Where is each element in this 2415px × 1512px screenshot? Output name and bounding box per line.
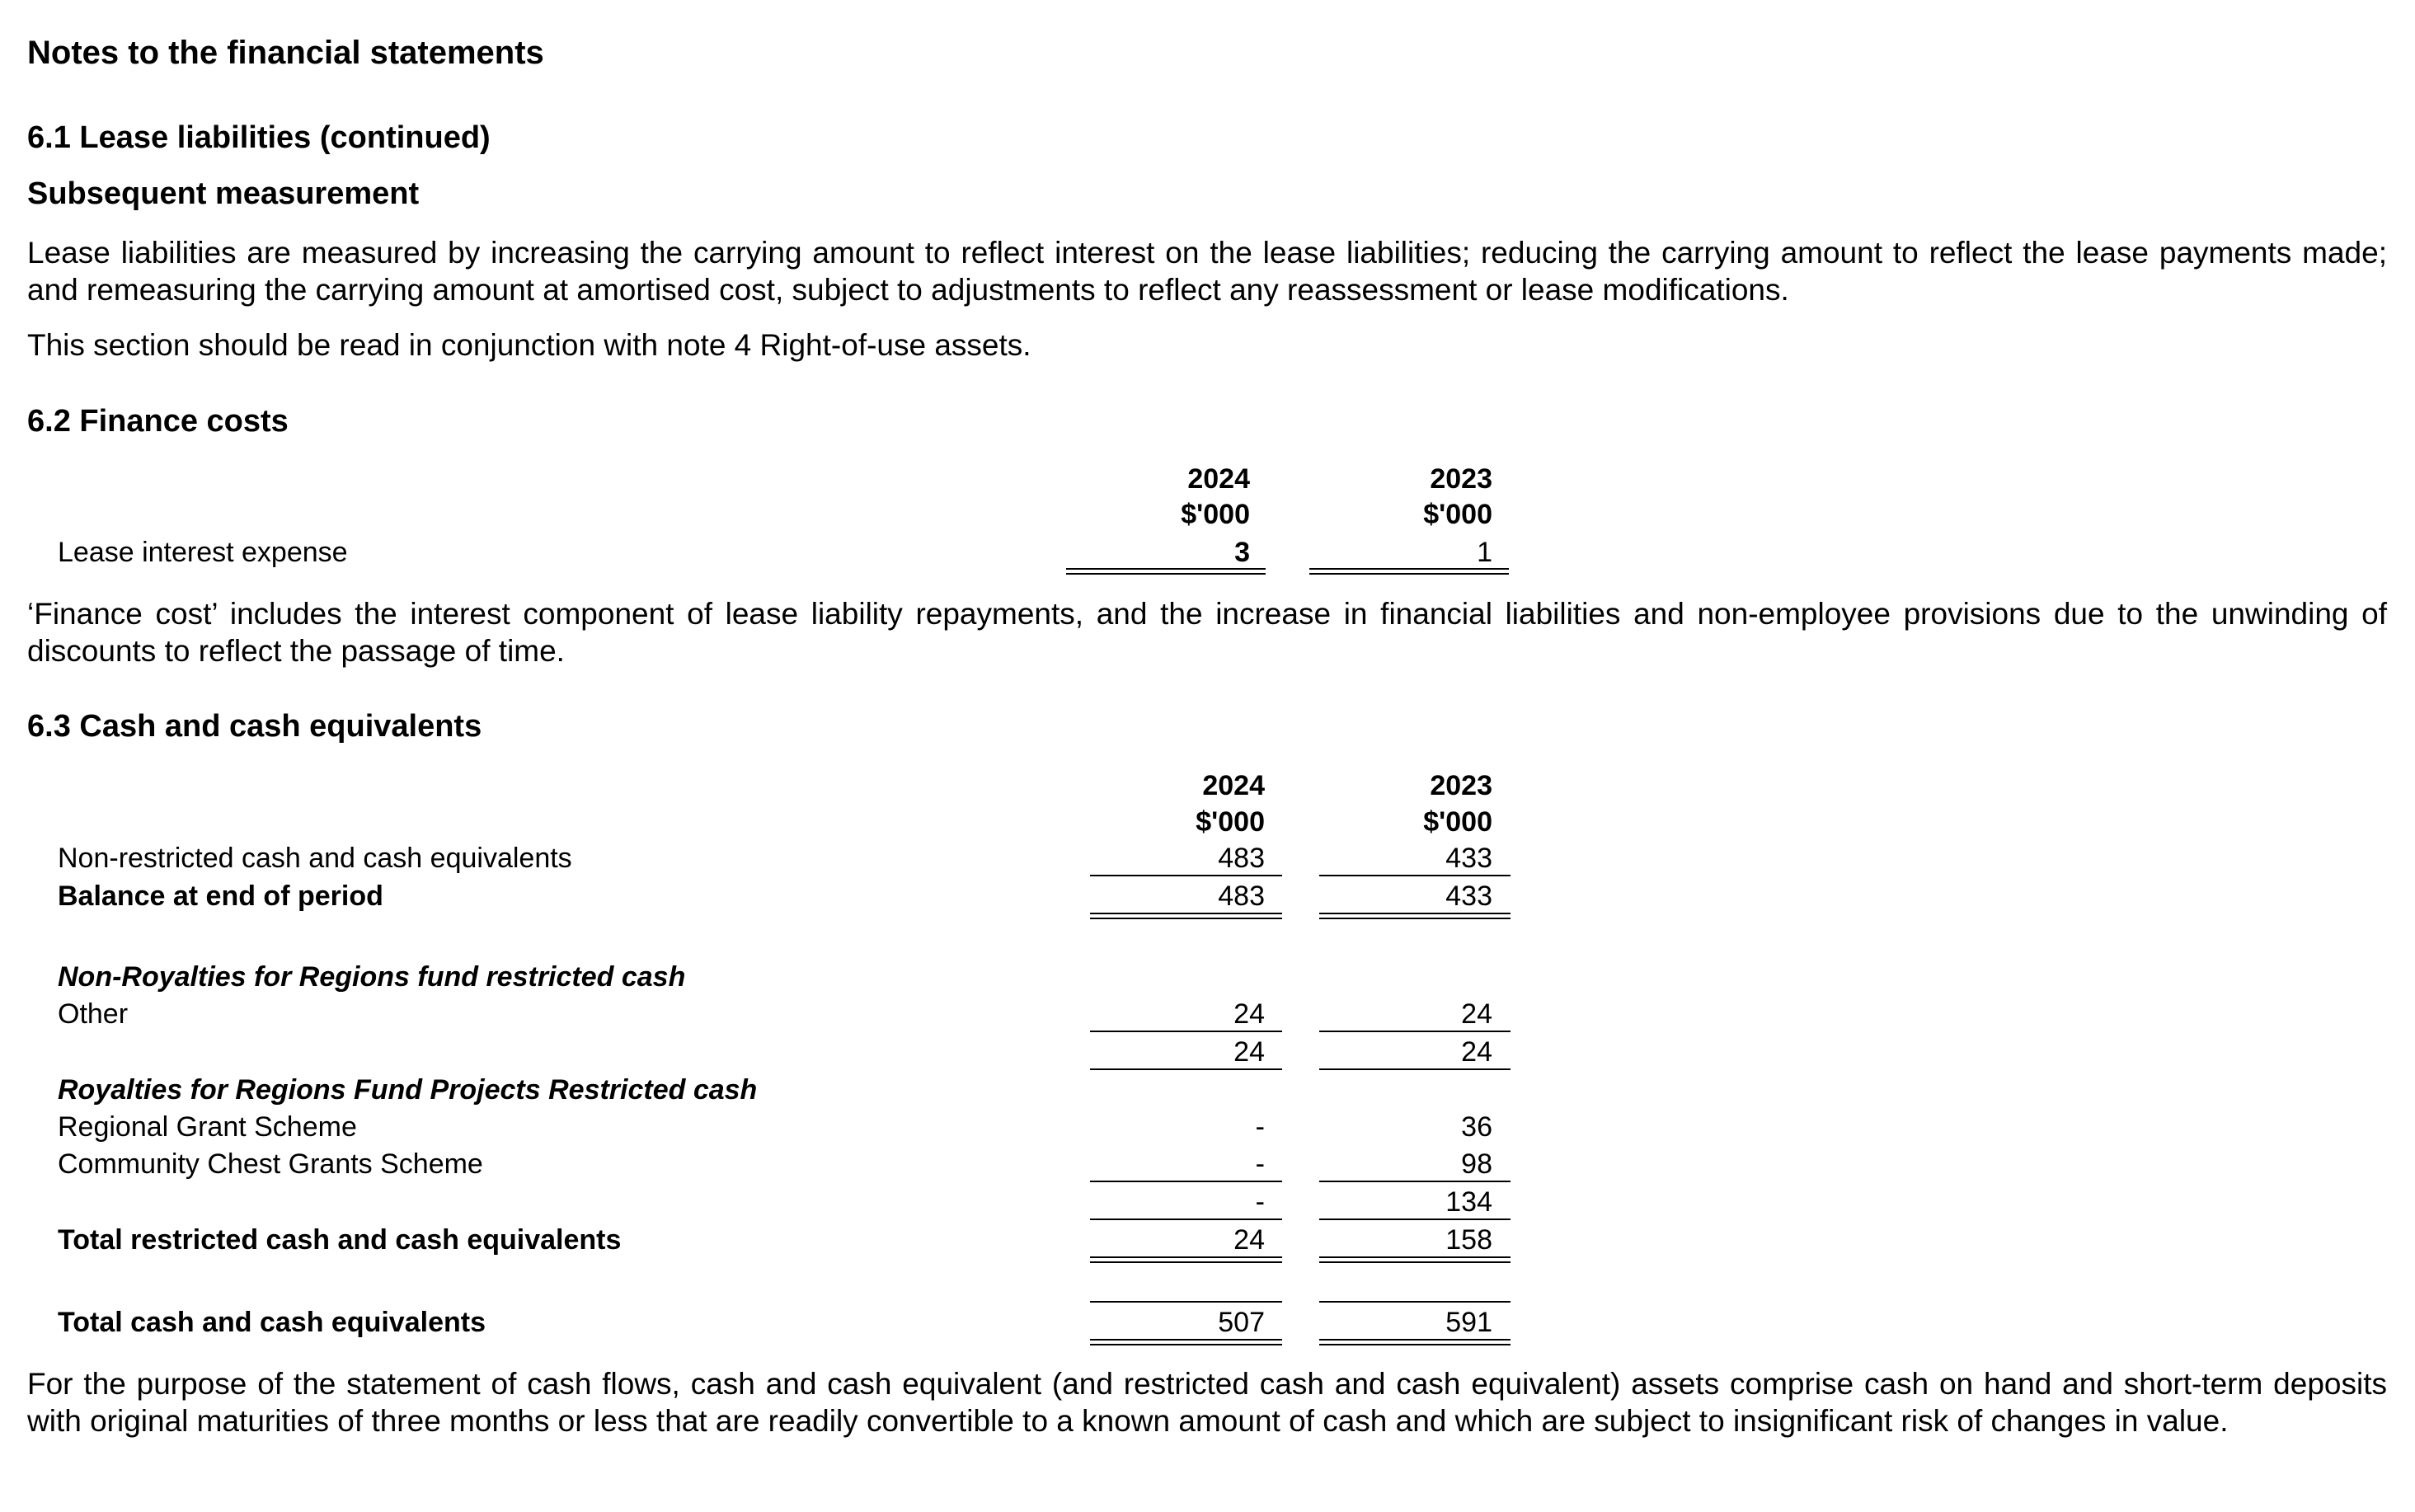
cash-col-2023-unit: $'000	[1423, 806, 1492, 838]
section-6-1-title: 6.1 Lease liabilities (continued)	[27, 120, 491, 155]
other-2023-rule	[1319, 1031, 1511, 1032]
nonrestricted-label: Non-restricted cash and cash equivalents	[58, 843, 572, 874]
other-subtotal-2023: 24	[1461, 1036, 1492, 1068]
other-label: Other	[58, 998, 129, 1030]
other-2024: 24	[1233, 998, 1265, 1030]
section-6-1-paragraph: Lease liabilities are measured by increasing the carrying amount to reflect interest on the lease liabilities; reducing the carrying amount to reflect the lease payments made; and remeasuring the carrying amount at amortised cost, subject to adjustments to reflect any reassessment or lease modifications.	[27, 236, 2387, 307]
other-subtotal-2024: 24	[1233, 1036, 1265, 1068]
other-subtotal-2024-rule	[1090, 1068, 1282, 1070]
finance-col-2024-header: 2024	[1187, 463, 1250, 495]
royalties-subtotal-2024: -	[1255, 1186, 1265, 1218]
finance-2024-double-rule	[1066, 568, 1266, 575]
total-restricted-2024-double-rule	[1090, 1256, 1282, 1263]
section-6-1-reference: This section should be read in conjunction with note 4 Right-of-use assets.	[27, 328, 1031, 362]
page-title: Notes to the financial statements	[27, 35, 544, 71]
cash-col-2024-unit: $'000	[1196, 806, 1265, 838]
balance-2024-double-rule	[1090, 913, 1282, 919]
nonrestricted-2024: 483	[1218, 843, 1265, 874]
nonrestricted-2023-rule	[1319, 875, 1511, 876]
community-chest-label: Community Chest Grants Scheme	[58, 1148, 483, 1180]
total-restricted-label: Total restricted cash and cash equivalents	[58, 1224, 622, 1256]
nonroyalties-heading: Non-Royalties for Regions fund restricted cash	[58, 961, 686, 993]
section-6-2-title: 6.2 Finance costs	[27, 404, 289, 439]
balance-2023-double-rule	[1319, 913, 1511, 919]
total-cash-2023-double-rule	[1319, 1339, 1511, 1345]
royalties-subtotal-2023: 134	[1445, 1186, 1492, 1218]
section-6-3-title: 6.3 Cash and cash equivalents	[27, 709, 482, 744]
regional-grant-label: Regional Grant Scheme	[58, 1111, 357, 1143]
total-cash-label: Total cash and cash equivalents	[58, 1307, 486, 1338]
finance-col-2023-header: 2023	[1430, 463, 1492, 495]
lease-interest-2024: 3	[1234, 537, 1250, 568]
section-6-1-subtitle: Subsequent measurement	[27, 176, 420, 211]
total-cash-2023-top-rule	[1319, 1301, 1511, 1303]
total-cash-2023: 591	[1445, 1307, 1492, 1338]
total-cash-2024: 507	[1218, 1307, 1265, 1338]
community-chest-2024: -	[1255, 1148, 1265, 1180]
cash-col-2024-header: 2024	[1202, 770, 1265, 801]
total-cash-2024-top-rule	[1090, 1301, 1282, 1303]
regional-grant-2024: -	[1255, 1111, 1265, 1143]
balance-2023: 433	[1445, 880, 1492, 912]
finance-2023-double-rule	[1309, 568, 1509, 575]
section-6-3-paragraph: For the purpose of the statement of cash flows, cash and cash equivalent (and restricted cash and cash equivalent) assets comprise cash on hand and short-term deposits with original maturities of three months or less that are readily convertible to a known amount of cash and which are subject to insignificant risk of changes in value.	[27, 1367, 2387, 1438]
balance-2024: 483	[1218, 880, 1265, 912]
total-restricted-2023: 158	[1445, 1224, 1492, 1256]
regional-grant-2023: 36	[1461, 1111, 1492, 1143]
total-restricted-2023-double-rule	[1319, 1256, 1511, 1263]
other-2023: 24	[1461, 998, 1492, 1030]
finance-col-2023-unit: $'000	[1423, 499, 1492, 530]
other-2024-rule	[1090, 1031, 1282, 1032]
community-chest-2023: 98	[1461, 1148, 1492, 1180]
royalties-heading: Royalties for Regions Fund Projects Restricted cash	[58, 1074, 758, 1106]
community-2024-rule	[1090, 1181, 1282, 1182]
total-restricted-2024: 24	[1233, 1224, 1265, 1256]
royalties-subtotal-2023-rule	[1319, 1219, 1511, 1220]
lease-interest-label: Lease interest expense	[58, 537, 348, 568]
total-cash-2024-double-rule	[1090, 1339, 1282, 1345]
balance-label: Balance at end of period	[58, 880, 383, 912]
finance-col-2024-unit: $'000	[1181, 499, 1250, 530]
community-2023-rule	[1319, 1181, 1511, 1182]
cash-col-2023-header: 2023	[1430, 770, 1492, 801]
lease-interest-2023: 1	[1477, 537, 1492, 568]
royalties-subtotal-2024-rule	[1090, 1219, 1282, 1220]
nonrestricted-2024-rule	[1090, 875, 1282, 876]
other-subtotal-2023-rule	[1319, 1068, 1511, 1070]
nonrestricted-2023: 433	[1445, 843, 1492, 874]
section-6-2-paragraph: ‘Finance cost’ includes the interest component of lease liability repayments, and the increase in financial liabilities and non-employee provisions due to the unwinding of discounts to reflect the passage of time.	[27, 597, 2387, 668]
